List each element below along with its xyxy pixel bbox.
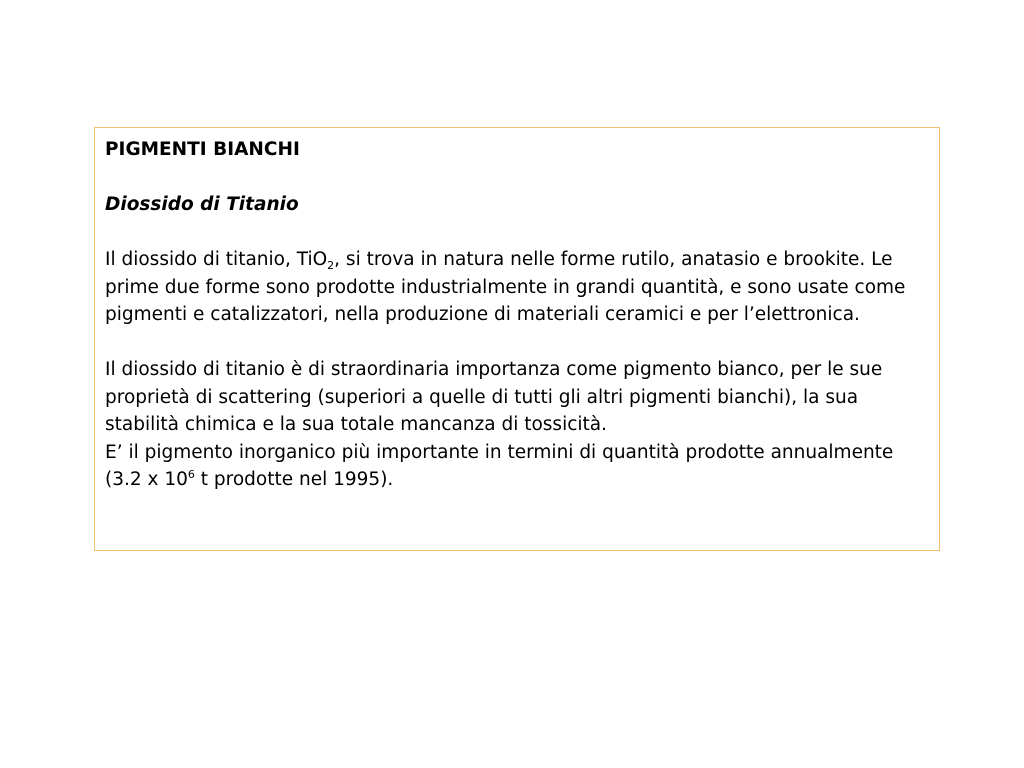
exponent-superscript: 6 — [187, 468, 195, 481]
text-box — [94, 127, 940, 551]
paragraph-production-start: E’ il pigmento inorganico più importante in termini di quantità prodotte annualmente (3.2 x 10 — [105, 441, 894, 490]
spacer — [105, 164, 927, 192]
paragraph-importance: Il diossido di titanio è di straordinaria importanza come pigmento bianco, per le sue proprietà di scattering (superiori a quelle di tutti gli altri pigmenti bianchi), la sua stabilità chimica e la sua totale mancanza di tossicità. — [105, 359, 883, 435]
spacer — [105, 329, 927, 357]
slide-title: PIGMENTI BIANCHI — [105, 139, 300, 160]
spacer — [105, 219, 927, 247]
paragraph-intro-rest: , si trova in natura nelle forme rutilo, anatasio e brookite. Le prime due forme sono prodotte industrialmente in grandi quantità, e sono usate come pigmenti e catalizzatori, nella produzione di materiali ceramici e per l’elettronica. — [105, 249, 906, 325]
paragraph-production-rest: t prodotte nel 1995). — [194, 469, 394, 490]
paragraph-intro-start: Il diossido di titanio, TiO — [105, 249, 328, 270]
paragraph-intro — [105, 246, 927, 329]
slide-subtitle: Diossido di Titanio — [105, 194, 299, 215]
formula-subscript: 2 — [327, 259, 335, 272]
paragraph-production — [105, 439, 927, 494]
